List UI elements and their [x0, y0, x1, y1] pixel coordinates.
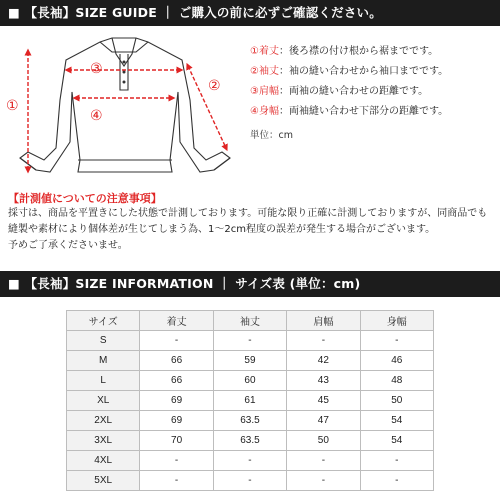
size-table — [66, 310, 434, 491]
definition-shoulder — [250, 82, 500, 102]
header-length: 着丈 — [140, 311, 213, 331]
size-cell: XL — [67, 391, 140, 411]
table-cell: - — [213, 331, 286, 351]
table-cell: 47 — [287, 411, 360, 431]
size-cell: 5XL — [67, 471, 140, 491]
size-cell: S — [67, 331, 140, 351]
definition-label: ①着丈 — [250, 46, 279, 57]
definition-length — [250, 42, 500, 62]
table-cell: - — [287, 451, 360, 471]
definition-text: ：両袖の縫い合わせの距離です。 — [278, 86, 429, 97]
table-cell: - — [360, 451, 433, 471]
table-cell: 43 — [287, 371, 360, 391]
table-cell: 50 — [360, 391, 433, 411]
table-row — [67, 391, 434, 411]
definition-label: ②袖丈 — [250, 66, 279, 77]
note-line: 採寸は、商品を平置きにした状態で計測しております。可能な限り正確に計測しておりますが、同商品でも — [8, 208, 488, 219]
table-cell: - — [213, 451, 286, 471]
header-sleeve: 袖丈 — [213, 311, 286, 331]
header-size: サイズ — [67, 311, 140, 331]
table-cell: - — [360, 331, 433, 351]
table-row — [67, 351, 434, 371]
definition-sleeve — [250, 62, 500, 82]
table-cell: - — [213, 471, 286, 491]
table-cell: 42 — [287, 351, 360, 371]
definition-text: ：後ろ襟の付け根から裾までです。 — [278, 46, 439, 57]
table-cell: - — [360, 471, 433, 491]
table-cell: 54 — [360, 411, 433, 431]
table-cell: 48 — [360, 371, 433, 391]
shirt-illustration — [0, 30, 245, 190]
marker-chest: ④ — [90, 108, 103, 124]
table-cell: 61 — [213, 391, 286, 411]
note-title: 【計測値についての注意事項】 — [8, 192, 162, 205]
table-header-row — [67, 311, 434, 331]
table-row — [67, 411, 434, 431]
definition-text: ：袖の縫い合わせから袖口までです。 — [278, 66, 449, 77]
unit-label: 単位：cm — [250, 130, 293, 141]
table-cell: 69 — [140, 391, 213, 411]
note-line: 予めご了承くださいませ。 — [8, 240, 128, 251]
table-row — [67, 371, 434, 391]
table-cell: 66 — [140, 351, 213, 371]
table-cell: 54 — [360, 431, 433, 451]
header-chest: 身幅 — [360, 311, 433, 331]
table-cell: 45 — [287, 391, 360, 411]
table-cell: 46 — [360, 351, 433, 371]
table-cell: 59 — [213, 351, 286, 371]
size-cell: 2XL — [67, 411, 140, 431]
table-cell: 60 — [213, 371, 286, 391]
table-row — [67, 431, 434, 451]
marker-length: ① — [6, 98, 19, 114]
size-cell: L — [67, 371, 140, 391]
definition-label: ③肩幅 — [250, 86, 279, 97]
note-line: 縫製や素材により個体差が生じてしまう為、1〜2cm程度の誤差が発生する場合がございます。 — [8, 224, 436, 235]
definition-label: ④身幅 — [250, 106, 279, 117]
table-row — [67, 471, 434, 491]
table-cell: - — [140, 471, 213, 491]
header-shoulder: 肩幅 — [287, 311, 360, 331]
shirt-outline — [20, 38, 230, 172]
table-row — [67, 331, 434, 351]
table-cell: 50 — [287, 431, 360, 451]
marker-sleeve: ② — [208, 78, 221, 94]
marker-shoulder: ③ — [90, 61, 103, 77]
size-cell: 4XL — [67, 451, 140, 471]
table-cell: 70 — [140, 431, 213, 451]
definition-chest — [250, 102, 500, 122]
table-cell: 63.5 — [213, 431, 286, 451]
table-cell: 69 — [140, 411, 213, 431]
size-cell: 3XL — [67, 431, 140, 451]
measurement-definitions — [250, 42, 500, 122]
table-cell: 63.5 — [213, 411, 286, 431]
table-cell: 66 — [140, 371, 213, 391]
definition-text: ：両袖縫い合わせ下部分の距離です。 — [278, 106, 449, 117]
note-body — [8, 206, 496, 254]
size-guide-banner: ■ 【長袖】SIZE GUIDE ｜ ご購入の前に必ずご確認ください。 — [0, 0, 500, 26]
table-cell: - — [140, 451, 213, 471]
table-cell: - — [287, 471, 360, 491]
size-cell: M — [67, 351, 140, 371]
table-cell: - — [287, 331, 360, 351]
size-information-banner: ■ 【長袖】SIZE INFORMATION ｜ サイズ表 (単位：cm) — [0, 271, 500, 297]
table-row — [67, 451, 434, 471]
table-cell: - — [140, 331, 213, 351]
